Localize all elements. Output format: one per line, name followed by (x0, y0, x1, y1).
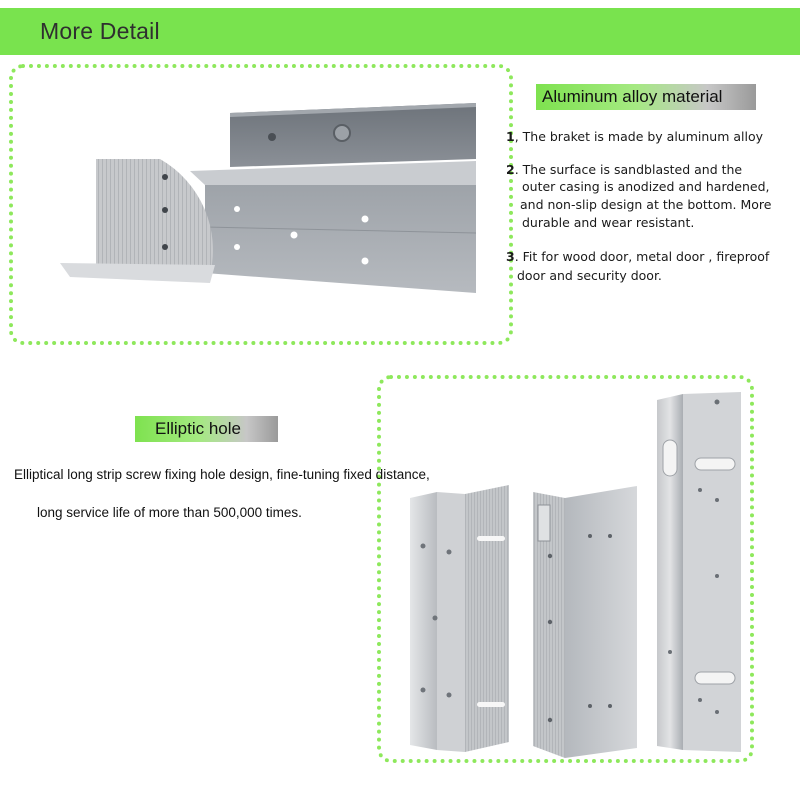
material-point-2-line-2: outer casing is anodized and hardened, (522, 179, 770, 194)
material-point-3: 3. Fit for wood door, metal door , fireproof (506, 249, 770, 264)
u-bracket-photo (410, 485, 509, 752)
material-tag: Aluminum alloy material (536, 84, 756, 110)
material-point-2-line-4: durable and wear resistant. (522, 215, 695, 230)
z-bracket-photo (533, 486, 637, 758)
hole-description-line-1: Elliptical long strip screw fixing hole design, fine-tuning fixed distance, (14, 467, 430, 482)
hole-description-line-2: long service life of more than 500,000 times. (37, 505, 302, 520)
bracket-photos (405, 390, 750, 760)
page-title: More Detail (40, 18, 160, 44)
hole-tag: Elliptic hole (135, 416, 278, 442)
zl-bracket-photo (657, 392, 741, 752)
material-point-2-line-3: and non-slip design at the bottom. More (520, 197, 772, 212)
material-point-3-line-2: door and security door. (517, 268, 662, 283)
material-point-1: 1, The braket is made by aluminum alloy (506, 129, 764, 144)
material-point-2: 2. The surface is sandblasted and the (506, 162, 743, 177)
l-bracket-photo (30, 95, 500, 305)
